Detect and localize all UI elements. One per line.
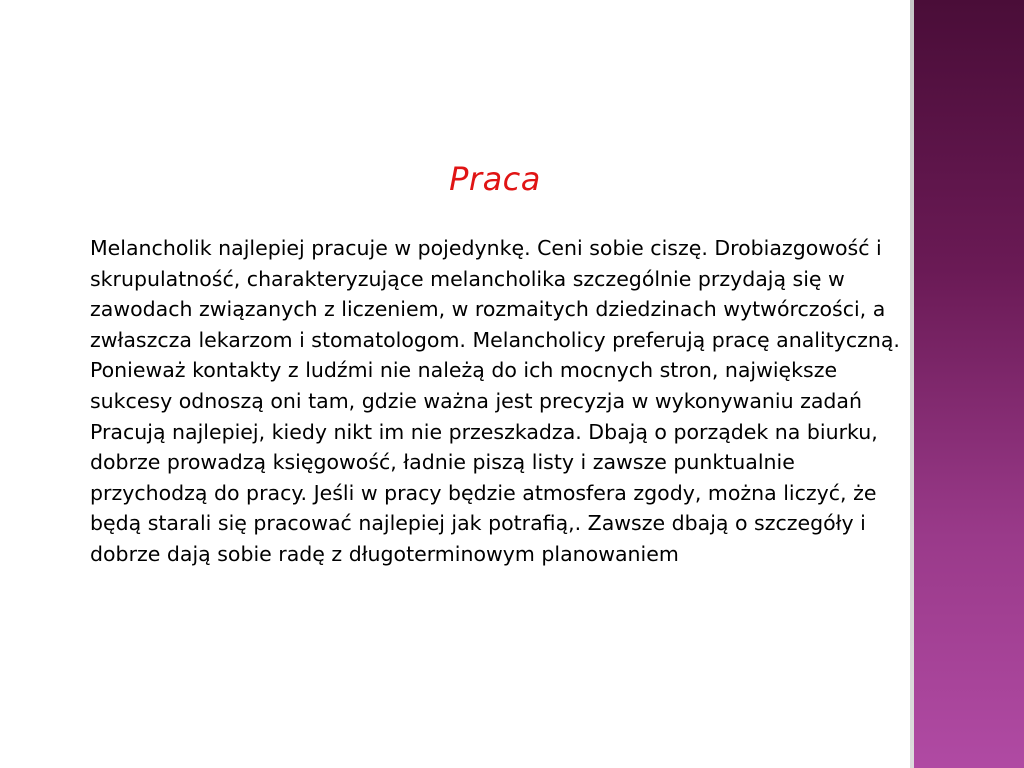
slide-body-text: Melancholik najlepiej pracuje w pojedynkę. Ceni sobie ciszę. Drobiazgowość i skrupulatność, charakteryzujące melancholika szczególnie przydają się w zawodach związanych z liczeniem, w rozmaitych dziedzinach wytwórczości, a zwłaszcza lekarzom i stomatologom. Melancholicy preferują pracę analityczną. Ponieważ kontakty z ludźmi nie należą do ich mocnych stron, największe sukcesy odnoszą oni tam, gdzie ważna jest precyzja w wykonywaniu zadań Pracują najlepiej, kiedy nikt im nie przeszkadza. Dbają o porządek na biurku, dobrze prowadzą księgowość, ładnie piszą listy i zawsze punktualnie przychodzą do pracy. Jeśli w pracy będzie atmosfera zgody, można liczyć, że będą starali się pracować najlepiej jak potrafią,. Zawsze dbają o szczegóły i dobrze dają sobie radę z długoterminowym planowaniem [90, 236, 900, 566]
decorative-sidebar [914, 0, 1024, 768]
slide-title: Praca [449, 160, 541, 198]
